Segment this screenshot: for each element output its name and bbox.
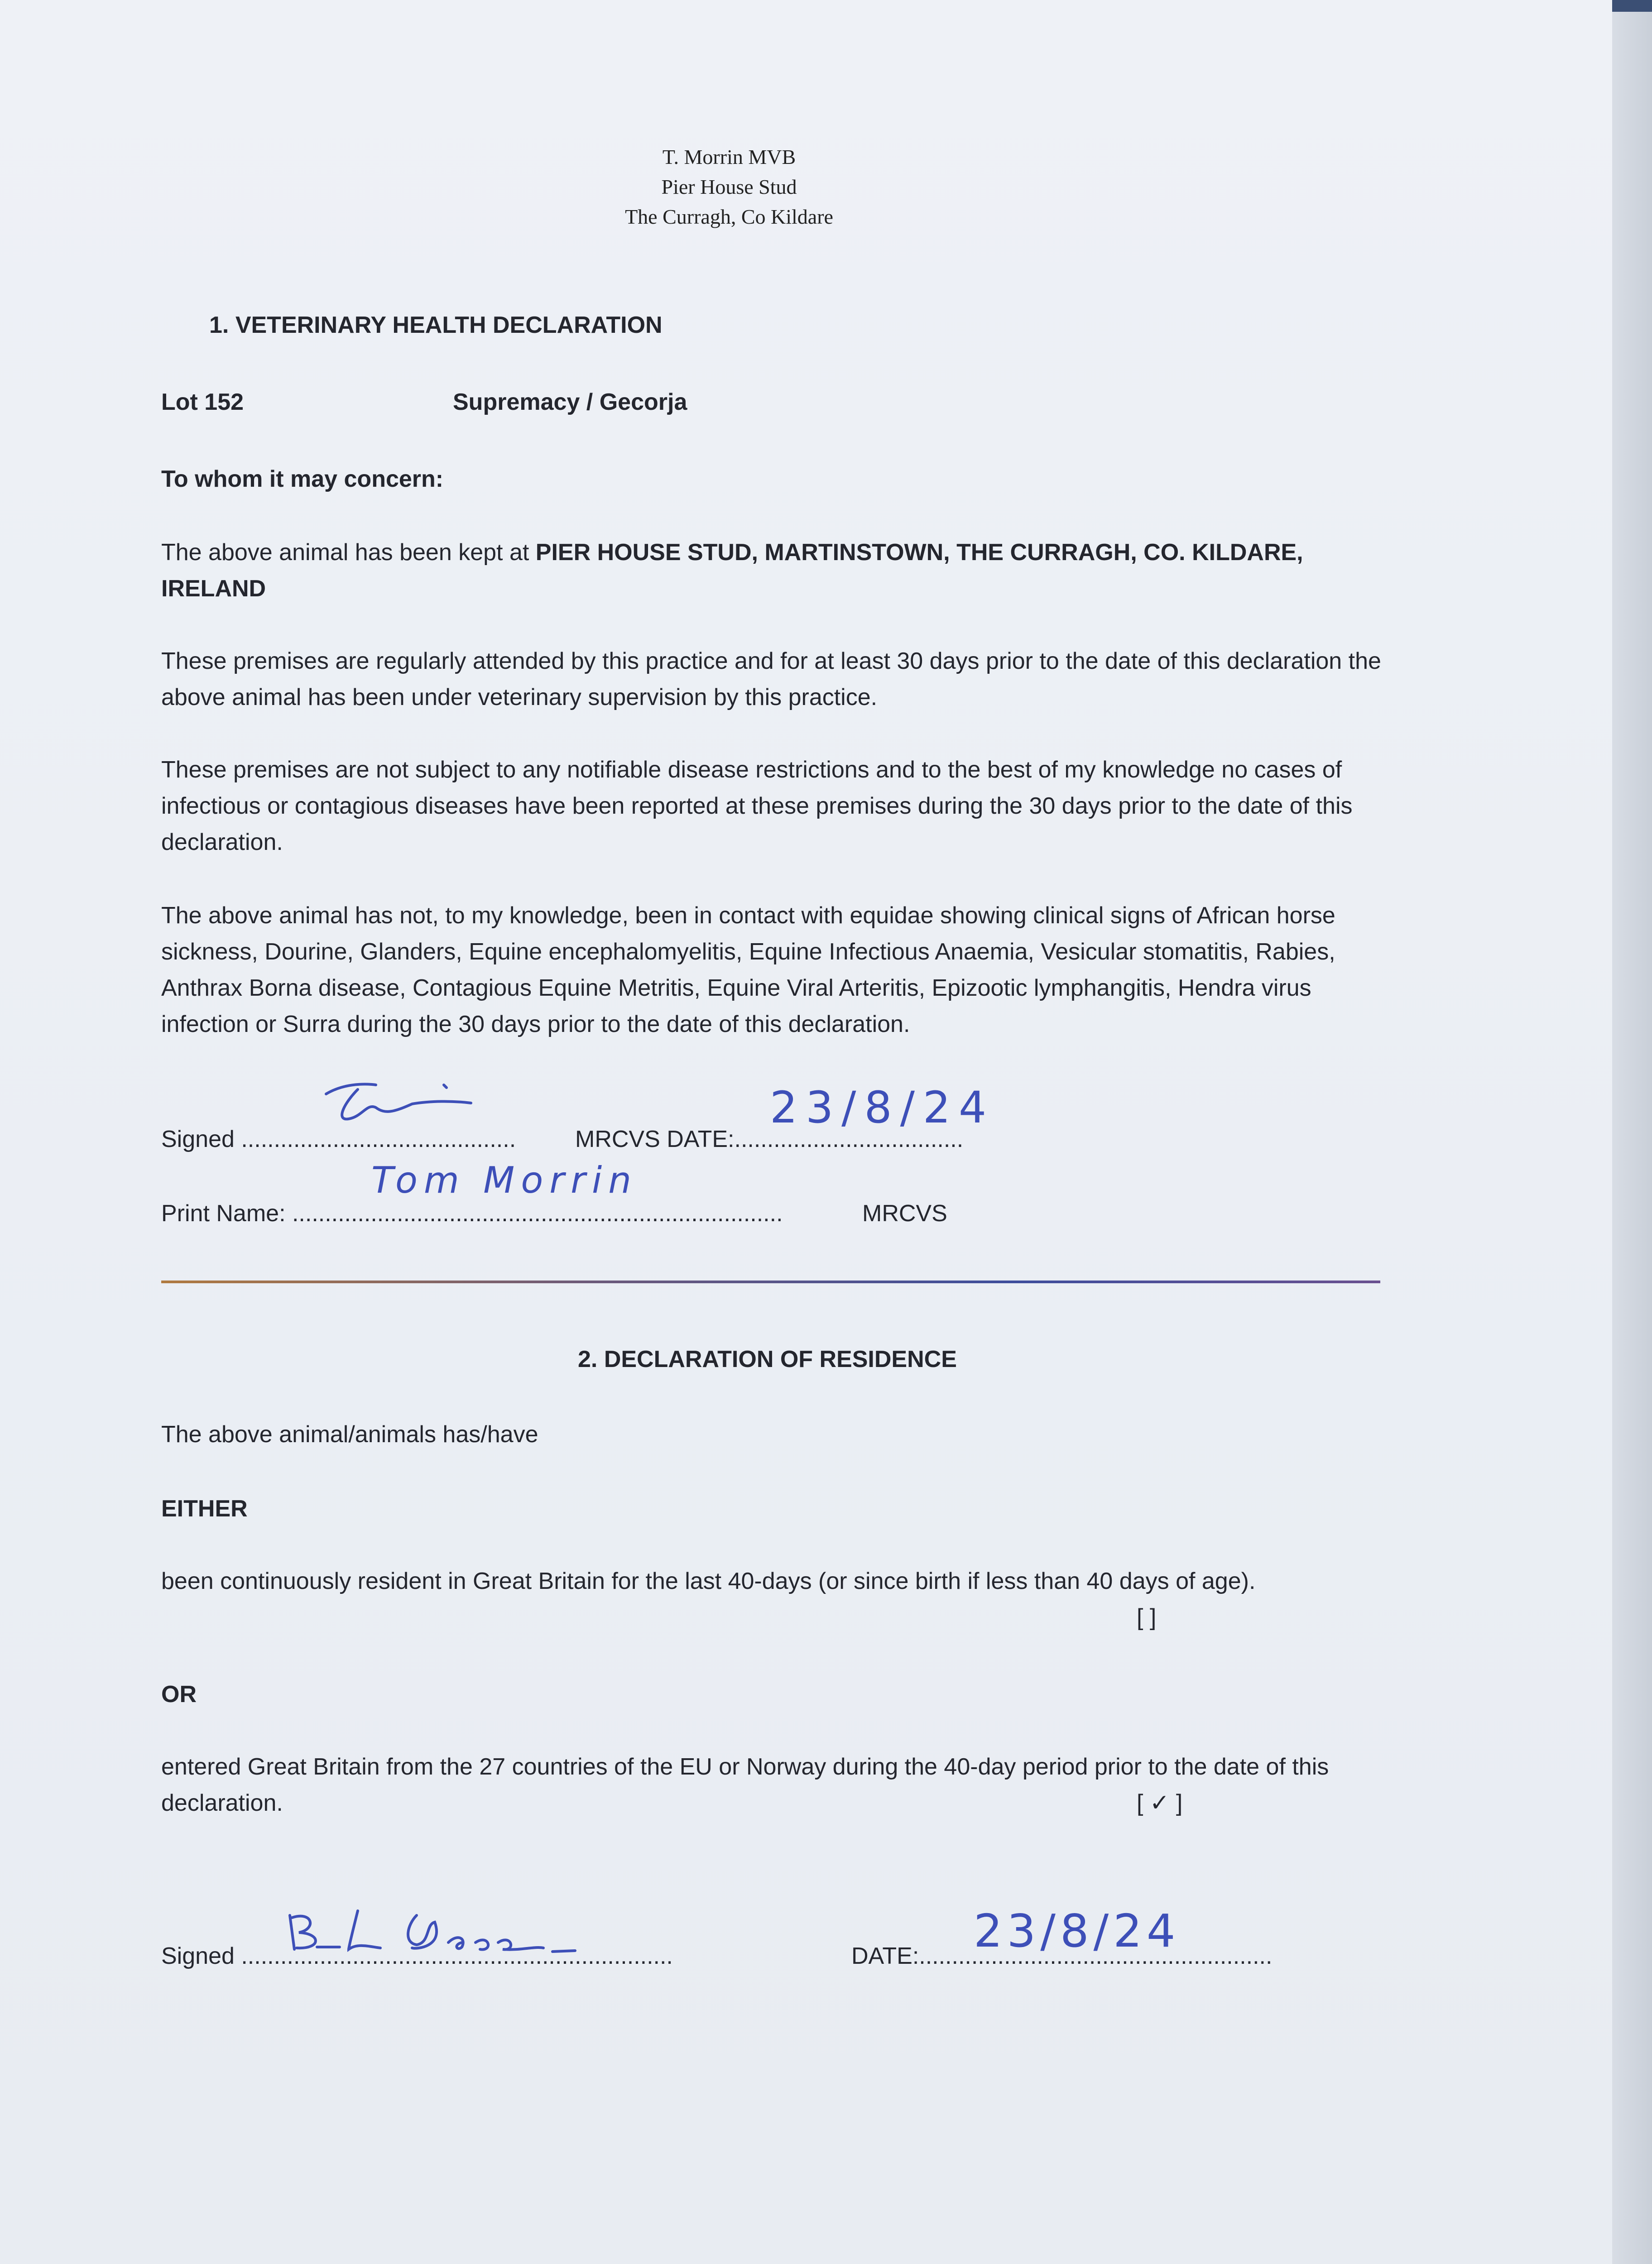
option1-text: been continuously resident in Great Britain for the last 40-days (or since birth if less than 40 days of age). <box>161 1568 1256 1594</box>
section2-heading: 2. DECLARATION OF RESIDENCE <box>578 1346 957 1372</box>
print-name-label: Print Name: ........................................................................... <box>161 1200 783 1227</box>
section1-mrcvs-date-label: MRCVS DATE:................................... <box>575 1126 964 1152</box>
signature-scribble-icon <box>308 1076 498 1139</box>
option2-checkbox[interactable]: [ ✓ ] <box>1137 1790 1183 1816</box>
option2-text: entered Great Britain from the 27 countries of the EU or Norway during the 40-day period prior to the date of this declaration. <box>161 1754 1329 1816</box>
supervision-paragraph: These premises are regularly attended by this practice and for at least 30 days prior to the date of this declaration the above animal has been under veterinary supervision by this practice. <box>161 648 1381 710</box>
either-label: EITHER <box>161 1496 248 1522</box>
option1-checkbox[interactable]: [ ] <box>1137 1604 1157 1631</box>
letterhead-name: T. Morrin MVB <box>662 145 796 168</box>
section1-date-handwritten: 23/8/24 <box>770 1082 995 1133</box>
kept-at-address: PIER HOUSE STUD, MARTINSTOWN, THE CURRAGH, CO. KILDARE, IRELAND <box>161 539 1303 602</box>
lot-number: Lot 152 <box>161 389 244 415</box>
letterhead-stud: Pier House Stud <box>661 175 797 198</box>
section2-signature <box>281 1897 688 1965</box>
lot-name: Supremacy / Gecorja <box>453 389 687 415</box>
section-divider <box>161 1281 1380 1283</box>
letterhead-address: The Curragh, Co Kildare <box>625 205 833 228</box>
kept-at-paragraph <box>161 534 1384 607</box>
section2-date-label: DATE:...................................................... <box>851 1943 1273 1969</box>
section2-date-handwritten: 23/8/24 <box>974 1904 1180 1957</box>
section1-signature <box>308 1076 498 1139</box>
print-name-mrcvs: MRCVS <box>862 1200 947 1227</box>
section1-signed-label: Signed .......................................... <box>161 1126 516 1152</box>
section1-heading: 1. VETERINARY HEALTH DECLARATION <box>209 312 663 338</box>
page-corner <box>1612 0 1652 12</box>
residence-intro: The above animal/animals has/have <box>161 1421 538 1448</box>
section2-signed-label: Signed .................................................................. <box>161 1943 673 1969</box>
print-name-handwritten: Tom Morrin <box>371 1159 638 1201</box>
disease-contact-paragraph: The above animal has not, to my knowledge, been in contact with equidae showing clinical signs of African horse sickness, Dourine, Glanders, Equine encephalomyelitis, Equine Infectious Anaemia, Vesicular stomatitis, Rabies, Anthrax Borna disease, Contagious Equine Metritis, Equine Viral Arteritis, Epizootic lymphangitis, Hendra virus infection or Surra during the 30 days prior to the date of this declaration. <box>161 902 1335 1037</box>
signature-scribble-icon <box>281 1897 688 1965</box>
kept-at-prefix: The above animal has been kept at <box>161 539 536 566</box>
greeting: To whom it may concern: <box>161 466 444 492</box>
restrictions-paragraph: These premises are not subject to any notifiable disease restrictions and to the best of my knowledge no cases of infectious or contagious diseases have been reported at these premises during the 30 days prior to the date of this declaration. <box>161 757 1353 855</box>
or-label: OR <box>161 1681 197 1708</box>
page-edge <box>1612 0 1652 2264</box>
